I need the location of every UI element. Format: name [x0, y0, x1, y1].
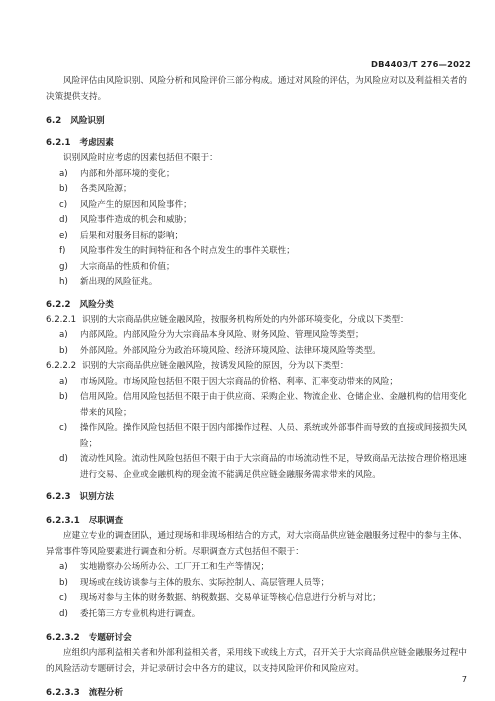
list-text: 流动性风险。流动性风险包括但不限于由于大宗商品的市场流动性不足，导致商品无法按合理价格迅速进行交易、企业或金融机构的现金流不能满足供应链金融服务需求带来的风险。	[80, 454, 467, 480]
section-title: 风险识别	[70, 116, 105, 126]
section-6-2-3-3-heading	[46, 685, 471, 701]
page-number: 7	[461, 674, 467, 684]
list-marker: b)	[59, 577, 68, 588]
list-text: 风险事件造成的机会和威胁；	[80, 215, 192, 225]
list-item	[59, 260, 471, 276]
list-item	[59, 576, 471, 592]
section-number: 6.2.2	[46, 299, 71, 310]
list-item	[59, 244, 471, 260]
section-title: 尽职调查	[88, 516, 124, 526]
section-number: 6.2	[46, 116, 62, 126]
list-marker: c)	[59, 423, 68, 433]
workshop-paragraph: 应组织内部利益相关者和外部利益相关者，采用线下或线上方式，召开关于大宗商品供应链金融服务过程中的风险活动专题研讨会，并记录研讨会中各方的建议，以支持风险评价和风险应对。	[46, 648, 467, 674]
list-marker: c)	[59, 593, 68, 603]
list-marker: d)	[59, 454, 68, 464]
list-item	[59, 421, 471, 452]
clause-6-2-2-1	[46, 313, 471, 329]
list-text: 信用风险。信用风险包括但不限于由于供应商、采购企业、物流企业、仓储企业、金融机构的信用变化带来的风险；	[80, 392, 467, 418]
section-title: 考虑因素	[79, 138, 114, 148]
list-item	[59, 167, 471, 183]
section-6-2-heading	[46, 113, 471, 129]
list-item	[59, 452, 471, 483]
list-item	[59, 560, 471, 576]
list-text: 内部风险。内部风险分为大宗商品本身风险、财务风险、管理风险等类型；	[80, 330, 364, 340]
clause-6-2-2-2	[46, 359, 471, 375]
list-item	[59, 591, 471, 607]
list-marker: f)	[59, 246, 66, 256]
clause-number: 6.2.2.2	[46, 361, 77, 371]
risk-cause-list	[59, 375, 471, 484]
list-text: 风险事件发生的时间特征和各个时点发生的事件关联性；	[80, 246, 295, 256]
list-marker: h)	[59, 277, 68, 287]
document-code: DB4403/T 276—2022	[371, 59, 471, 69]
list-item	[59, 198, 471, 214]
list-marker: a)	[59, 376, 68, 387]
list-marker: a)	[59, 330, 68, 340]
list-text: 后果和对服务目标的影响；	[80, 230, 184, 241]
section-6-2-3-heading	[46, 489, 471, 505]
list-marker: b)	[59, 392, 68, 402]
list-text: 操作风险。操作风险包括但不限于因内部操作过程、人员、系统或外部事件而导致的直接或间接损失风险；	[80, 423, 467, 449]
intro-paragraph: 风险评估由风险识别、风险分析和风险评价三部分构成。通过对风险的评估，为风险应对以及利益相关者的决策提供支持。	[46, 76, 467, 102]
list-item	[59, 375, 471, 391]
section-number: 6.2.3.2	[46, 633, 80, 643]
list-item	[59, 229, 471, 245]
section-6-2-2-heading	[46, 297, 471, 313]
due-diligence-list	[59, 560, 471, 622]
section-title: 识别方法	[79, 492, 114, 502]
list-text: 各类风险源；	[80, 184, 132, 194]
section-number: 6.2.3.3	[46, 688, 80, 698]
list-text: 委托第三方专业机构进行调查。	[80, 608, 201, 619]
due-diligence-paragraph: 应建立专业的调查团队，通过现场和非现场相结合的方式，对大宗商品供应链金融服务过程中的参与主体、异常事件等风险要素进行调查和分析。尽职调查方式包括但不限于：	[46, 531, 467, 557]
list-item	[59, 182, 471, 198]
section-6-2-3-1-heading	[46, 513, 471, 529]
list-text: 内部和外部环境的变化；	[80, 168, 175, 179]
list-marker: d)	[59, 215, 68, 225]
section-number: 6.2.3.1	[46, 516, 80, 526]
list-marker: a)	[59, 562, 68, 572]
section-title: 专题研讨会	[88, 633, 132, 643]
page-body	[46, 74, 471, 701]
list-marker: c)	[59, 199, 68, 210]
section-6-2-3-2-heading	[46, 630, 471, 646]
clause-text: 识别的大宗商品供应链金融风险，按服务机构所处的内外部环境变化，分成以下类型：	[82, 314, 409, 325]
list-text: 市场风险。市场风险包括但不限于因大宗商品的价格、利率、汇率变动带来的风险；	[80, 376, 398, 387]
list-marker: a)	[59, 168, 68, 179]
list-text: 外部风险。外部风险分为政治环境风险、经济环境风险、法律环境风险等类型。	[80, 345, 381, 356]
list-text: 大宗商品的性质和价值；	[80, 261, 175, 272]
list-text: 现场或在线访谈参与主体的股东、实际控制人、高层管理人员等；	[80, 577, 330, 588]
list-item	[59, 213, 471, 229]
list-marker: g)	[59, 261, 68, 272]
section-title: 风险分类	[79, 299, 114, 310]
list-item	[59, 275, 471, 291]
list-marker: e)	[59, 230, 68, 241]
list-item	[59, 344, 471, 360]
list-marker: b)	[59, 184, 68, 194]
section-number: 6.2.3	[46, 492, 71, 502]
list-marker: b)	[59, 345, 68, 356]
list-text: 风险产生的原因和风险事件；	[80, 199, 192, 210]
list-text: 现场对参与主体的财务数据、纳税数据、交易单证等核心信息进行分析与对比；	[80, 593, 381, 603]
section-title: 流程分析	[88, 688, 124, 698]
list-item	[59, 328, 471, 344]
factors-list	[59, 167, 471, 291]
section-number: 6.2.1	[46, 138, 71, 148]
list-text: 实地勘察办公场所办公、工厂开工和生产等情况；	[80, 562, 270, 572]
clause-text: 识别的大宗商品供应链金融风险，按诱发风险的原因，分为以下类型：	[82, 361, 349, 371]
list-text: 新出现的风险征兆。	[80, 277, 158, 287]
risk-env-list	[59, 328, 471, 359]
list-marker: d)	[59, 608, 68, 619]
list-item	[59, 390, 471, 421]
section-6-2-1-heading	[46, 135, 471, 151]
clause-number: 6.2.2.1	[46, 314, 77, 325]
list-item	[59, 607, 471, 623]
factors-lead: 识别风险时应考虑的因素包括但不限于：	[63, 153, 218, 163]
